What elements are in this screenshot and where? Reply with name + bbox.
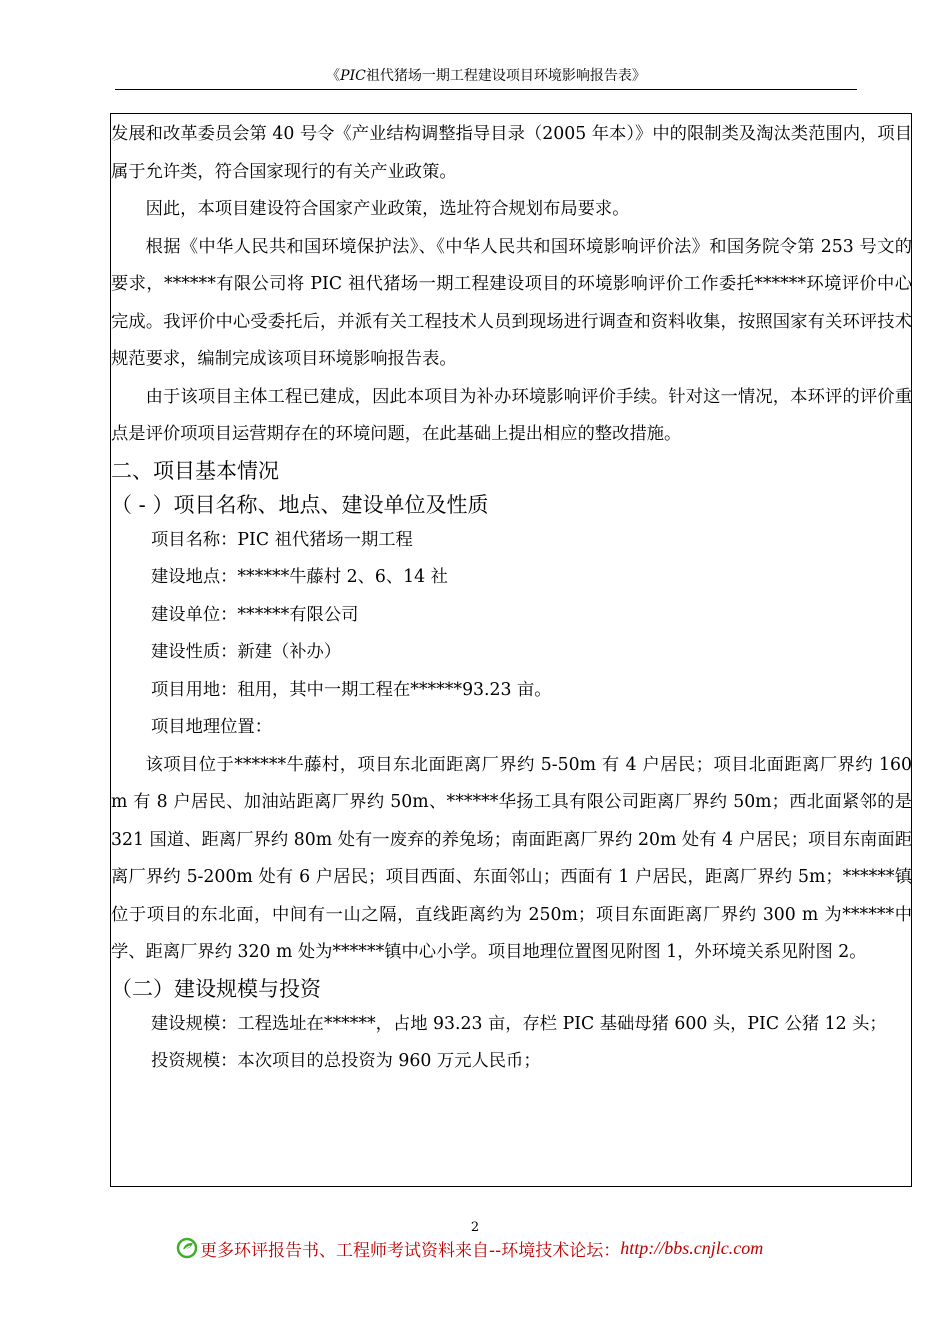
page-header [115,66,857,86]
header-prefix: 《 [326,68,341,84]
green-leaf-logo-icon [176,1237,198,1259]
document-body [111,116,912,1081]
project-nature: 建设性质：新建（补办） [151,642,342,662]
header-title: 祖代猪场一期工程建设项目环境影响报告表》 [365,68,646,84]
project-name: 项目名称：PIC 祖代猪场一期工程 [151,529,413,550]
footer-link[interactable]: http://bbs.cnjlc.com [620,1237,764,1258]
page-number: 2 [470,1220,480,1235]
project-site: 建设地点：******牛藤村 2、6、14 社 [151,567,448,587]
project-land: 项目用地：租用，其中一期工程在******93.23 亩。 [151,679,552,700]
investment-scale: 投资规模：本次项目的总投资为 960 万元人民币； [151,1051,541,1071]
geo-location-text: 该项目位于******牛藤村，项目东北面距离厂界约 5-50m 有 4 户居民；项目北面距离厂界约 160 m 有 8 户居民、加油站距离厂界约 50m、******华扬工具有限公司距离厂界约 50m；西北面紧邻的是 321 国道、距离厂界约 80m 处有一废弃的养兔场；南面距离厂界约 20m 处有 4 户居民；项目东南面距离厂界约 5-200m 处有 6 户居民；项目西面、东面邻山；西面有 1 户居民，距离厂界约 5m；******镇位于项目的东北面，中间有一山之隔，直线距离约为 250m；项目东面距离厂界约 300 m 为******中学、距离厂界约 320 m 处为******镇中心小学。项目地理位置图见附图 1，外环境关系见附图 2。 [111,754,912,962]
footer-banner[interactable] [176,1236,763,1260]
header-italic: PIC [340,68,366,84]
paragraph-3: 根据《中华人民共和国环境保护法》、《中华人民共和国环境影响评价法》和国务院令第 253 号文的要求，******有限公司将 PIC 祖代猪场一期工程建设项目的环境影响评价工作委托******环境评价中心完成。我评价中心受委托后，并派有关工程技术人员到现场进行调查和资料收集，按照国家有关环评技术规范要求，编制完成该项目环境影响报告表。 [111,236,912,369]
footer-text: 更多环评报告书、工程师考试资料来自--环境技术论坛： [200,1240,621,1261]
project-unit: 建设单位：******有限公司 [151,604,359,625]
geo-location-label: 项目地理位置： [151,717,272,737]
subsection-heading-1: （ - ）项目名称、地点、建设单位及性质 [111,492,489,517]
header-rule [115,89,857,90]
section-heading: 二、项目基本情况 [111,458,279,483]
subsection-heading-2: （二）建设规模与投资 [111,976,321,1001]
paragraph-2: 因此，本项目建设符合国家产业政策，选址符合规划布局要求。 [145,199,630,219]
paragraph-4: 由于该项目主体工程已建成，因此本项目为补办环境影响评价手续。针对这一情况，本环评的评价重点是评价项项目运营期存在的环境问题，在此基础上提出相应的整改措施。 [111,386,912,444]
build-scale: 建设规模：工程选址在******，占地 93.23 亩，存栏 PIC 基础母猪 600 头，PIC 公猪 12 头； [151,1013,887,1034]
paragraph-1: 发展和改革委员会第 40 号令《产业结构调整指导目录（2005 年本）》中的限制类及淘汰类范围内，项目属于允许类，符合国家现行的有关产业政策。 [111,124,912,182]
